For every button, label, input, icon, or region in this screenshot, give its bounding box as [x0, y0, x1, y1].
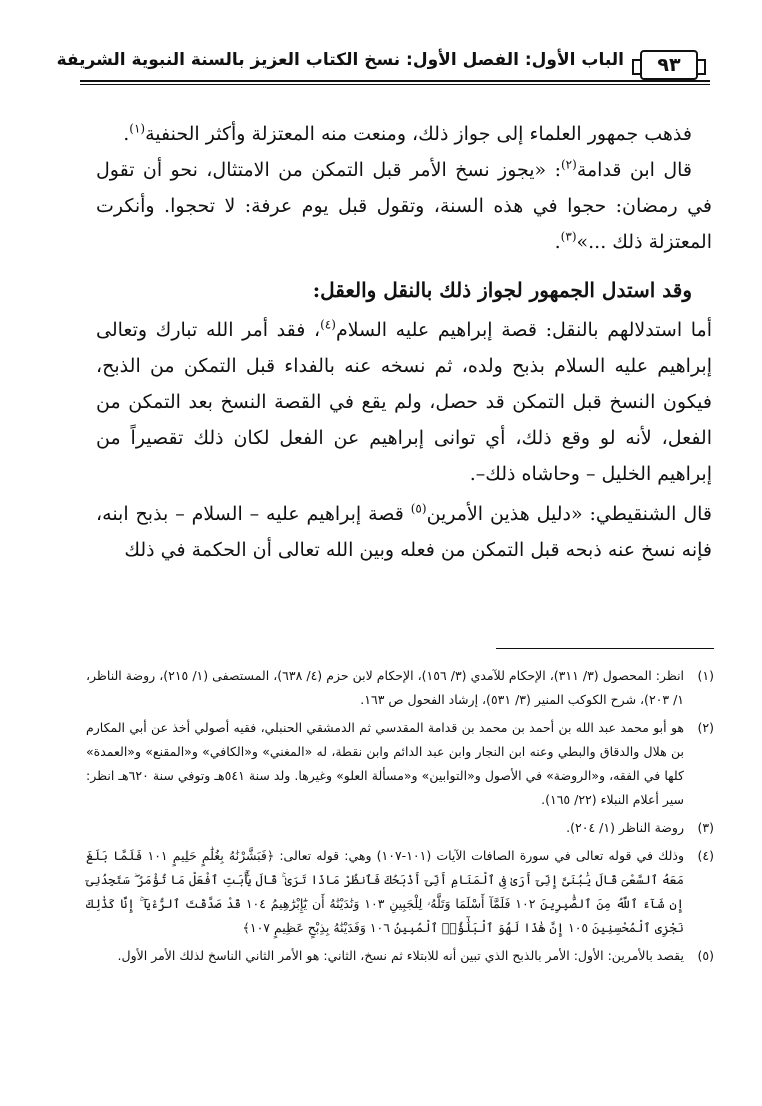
- section-heading: وقد استدل الجمهور لجواز ذلك بالنقل والعقل:: [312, 278, 692, 302]
- page-number-box: [640, 50, 698, 80]
- paragraph-2: قال ابن قدامة$^{(٢)}$: «يجوز نسخ الأمر قبل التمكن من الامتثال، نحو أن تقول في رمضان: حجوا في هذه السنة، وتقول قبل يوم عرفة: لا تحجوا. وأنكرت المعتزلة ذلك ...»$^{(٣)}$.: [96, 157, 712, 253]
- footnote-4: [86, 844, 714, 940]
- paragraph-1: فذهب جمهور العلماء إلى جواز ذلك، ومنعت منه المعتزلة وأكثر الحنفية$^{(١)}$.: [123, 121, 692, 145]
- footnote-number: (١): [697, 668, 714, 683]
- footnote-number: (٥): [697, 948, 714, 963]
- footnote-text: يقصد بالأمرين: الأول: الأمر بالذبح الذي تبين أنه للابتلاء ثم نسخ، الثاني: هو الأمر الثاني الناسخ لذلك الأمر الأول.: [117, 948, 684, 963]
- page-number: ٩٣: [657, 54, 681, 76]
- header-rule-thin: [80, 84, 710, 85]
- footnote-ref-2: (٢): [560, 157, 577, 172]
- footnote-separator: [496, 648, 714, 649]
- footnotes: [86, 664, 714, 972]
- footnote-2: [86, 716, 714, 812]
- footnote-number: (٤): [697, 848, 714, 863]
- page-number-ornament-right: [698, 59, 706, 75]
- footnote-5: [86, 944, 714, 968]
- paragraph-4: قال الشنقيطي: «دليل هذين الأمرين$^{(٥)}$ قصة إبراهيم عليه – السلام – بذبح ابنه، فإنه نسخ عنه ذبحه قبل التمكن من فعله وبين الله تعالى أن الحكمة في ذلك: [96, 501, 713, 561]
- footnote-ref-1: (١): [129, 121, 146, 136]
- chapter-title: الباب الأول: الفصل الأول: نسخ الكتاب العزيز بالسنة النبوية الشريفة: [56, 50, 624, 70]
- main-text: [96, 116, 712, 568]
- footnote-text: انظر: المحصول (٣/ ٣١١)، الإحكام للآمدي (٣/ ١٥٦)، الإحكام لابن حزم (٤/ ٦٣٨)، المستصفى (١/ ٢١٥)، روضة الناظر، ١/ ٢٠٣)، شرح الكوكب المنير (٣/ ٥٣١)، إرشاد الفحول ص ١٦٣.: [86, 668, 685, 707]
- footnote-text: هو أبو محمد عبد الله بن أحمد بن محمد بن قدامة المقدسي ثم الدمشقي الحنبلي، فقيه أصولي أخذ عن أبي المكارم بن هلال والدقاق والبطي وعنه ابن النجار وابن عبد الدائم وابن نقطة، له «المغني» و«الكافي» و«المقنع» و«العمدة» كلها في الفقه، و«الروضة» في الأصول و«التوابين» و«مسألة العلو» وغيرها. ولد سنة ٥٤١هـ وتوفي سنة ٦٢٠هـ انظر: سير أعلام النبلاء (٢٢/ ١٦٥).: [86, 720, 684, 807]
- footnote-1: [86, 664, 714, 712]
- footnote-ref-3: (٣): [560, 229, 577, 244]
- footnote-text: وذلك في قوله تعالى في سورة الصافات الآيات (١٠١-١٠٧) وهي: قوله تعالى: ﴿فَبَشَّرْنَٰهُ بِغُلَٰمٍ حَلِيمٍ ١٠١ فَلَمَّا بَلَغَ مَعَهُ ٱلسَّعْىَ قَالَ يَٰبُنَىَّ إِنِّىٓ أَرَىٰ فِى ٱلْمَنَامِ أَنِّىٓ أَذْبَحُكَ فَٱنظُرْ مَاذَا تَرَىٰ ۚ قَالَ يَٰٓأَبَتِ ٱفْعَلْ مَا تُؤْمَرُ ۖ سَتَجِدُنِىٓ إِن شَآءَ ٱللَّهُ مِنَ ٱلصَّٰبِرِينَ ١٠٢ فَلَمَّآ أَسْلَمَا وَتَلَّهُۥ لِلْجَبِينِ ١٠٣ وَنَٰدَيْنَٰهُ أَن يَٰٓإِبْرَٰهِيمُ ١٠٤ قَدْ صَدَّقْتَ ٱلرُّءْيَآ ۚ إِنَّا كَذَٰلِكَ نَجْزِى ٱلْمُحْسِنِينَ ١٠٥ إِنَّ هَٰذَا لَهُوَ ٱلْبَلَٰٓؤُا۟ ٱلْمُبِينُ ١٠٦ وَفَدَيْنَٰهُ بِذِبْحٍ عَظِيمٍ ١٠٧﴾: [86, 848, 685, 935]
- running-header: [56, 44, 710, 88]
- header-rule: [80, 80, 710, 82]
- paragraph-3: أما استدلالهم بالنقل: قصة إبراهيم عليه السلام$^{(٤)}$، فقد أمر الله تبارك وتعالى إبراهيم عليه السلام بذبح ولده، ثم نسخه عنه بالفداء قبل التمكن من الذبح، فيكون النسخ قبل التمكن قد حصل، ولم يقع في القصة النسخ بعد التمكن من الفعل، لأنه لو وقع ذلك، أي توانى إبراهيم عن الفعل لكان ذلك تقصيراً من إبراهيم الخليل – وحاشاه ذلك–.: [96, 317, 713, 485]
- footnote-ref-4: (٤): [320, 317, 336, 332]
- footnote-number: (٢): [697, 720, 714, 735]
- footnote-number: (٣): [697, 820, 714, 835]
- footnote-text: روضة الناظر (١/ ٢٠٤).: [566, 820, 684, 835]
- page-number-ornament-left: [632, 59, 640, 75]
- quran-verses: ﴿فَبَشَّرْنَٰهُ بِغُلَٰمٍ حَلِيمٍ ١٠١ فَلَمَّا بَلَغَ مَعَهُ ٱلسَّعْىَ قَالَ يَٰبُنَىَّ إِنِّىٓ أَرَىٰ فِى ٱلْمَنَامِ أَنِّىٓ أَذْبَحُكَ فَٱنظُرْ مَاذَا تَرَىٰ ۚ قَالَ يَٰٓأَبَتِ ٱفْعَلْ مَا تُؤْمَرُ ۖ سَتَجِدُنِىٓ إِن شَآءَ ٱللَّهُ مِنَ ٱلصَّٰبِرِينَ ١٠٢ فَلَمَّآ أَسْلَمَا وَتَلَّهُۥ لِلْجَبِينِ ١٠٣ وَنَٰدَيْنَٰهُ أَن يَٰٓإِبْرَٰهِيمُ ١٠٤ قَدْ صَدَّقْتَ ٱلرُّءْيَآ ۚ إِنَّا كَذَٰلِكَ نَجْزِى ٱلْمُحْسِنِينَ ١٠٥ إِنَّ هَٰذَا لَهُوَ ٱلْبَلَٰٓؤُا۟ ٱلْمُبِينُ ١٠٦ وَفَدَيْنَٰهُ بِذِبْحٍ عَظِيمٍ ١٠٧﴾: [86, 848, 685, 935]
- footnote-3: [86, 816, 714, 840]
- footnote-ref-5: (٥): [410, 501, 427, 516]
